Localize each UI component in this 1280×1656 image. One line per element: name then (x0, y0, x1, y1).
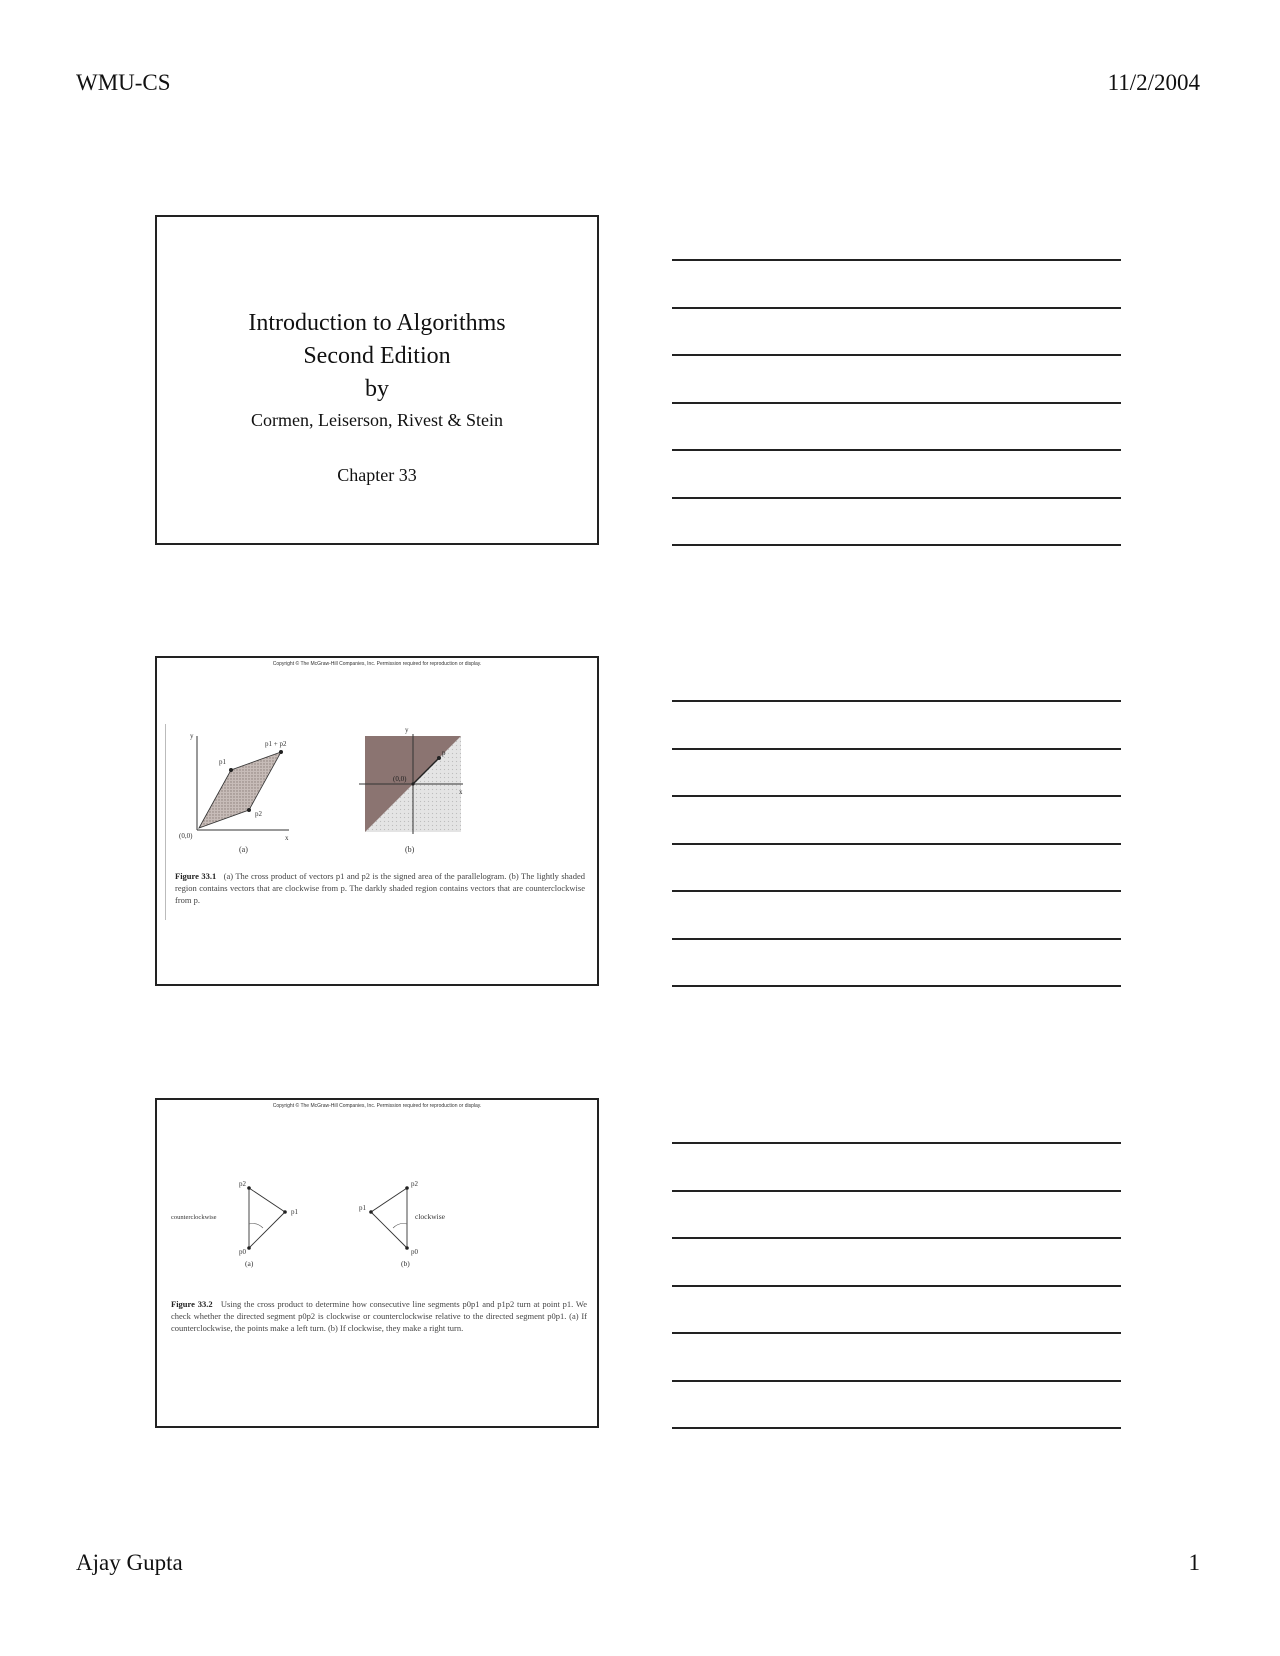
figure-33-1-caption (175, 870, 585, 906)
label-p2: p2 (255, 810, 262, 818)
label-p0: p0 (239, 1248, 246, 1256)
note-line (672, 402, 1121, 404)
b-label-p2: p2 (411, 1180, 418, 1188)
figure-33-2-diagram (167, 1176, 587, 1268)
note-line (672, 449, 1121, 451)
label-p1: p1 (291, 1208, 298, 1216)
note-line (672, 1285, 1121, 1287)
b-label-origin: (0,0) (393, 775, 407, 783)
note-line (672, 1237, 1121, 1239)
label-origin: (0,0) (179, 832, 193, 840)
note-line (672, 748, 1121, 750)
note-line (672, 259, 1121, 261)
b-segment-p1p2 (371, 1188, 407, 1212)
figure-33-2-caption (171, 1298, 587, 1334)
figure-33-1-part-a (179, 732, 289, 854)
note-line (672, 307, 1121, 309)
b-label-y: y (405, 726, 409, 734)
label-clockwise: clockwise (415, 1212, 445, 1221)
note-line (672, 1332, 1121, 1334)
slide-2-margin-rule (165, 724, 166, 920)
header-date: 11/2/2004 (1107, 70, 1200, 95)
figure-33-1-part-b (359, 726, 463, 854)
point-p2 (247, 1186, 251, 1190)
slide-1-title-line: Second Edition (303, 343, 451, 369)
turn-arc (249, 1224, 263, 1229)
point-p0 (247, 1246, 251, 1250)
note-line (672, 1190, 1121, 1192)
point-p2 (247, 808, 251, 812)
slide-1-authors: Cormen, Leiserson, Rivest & Stein (251, 410, 503, 430)
b-label-p0: p0 (411, 1248, 418, 1256)
parallelogram (199, 752, 281, 828)
slide-1-title-block (157, 307, 597, 406)
label-y: y (190, 732, 194, 740)
note-line (672, 544, 1121, 546)
b-point-p1 (369, 1210, 373, 1214)
slide-1-chapter: Chapter 33 (337, 465, 417, 485)
label-p2: p2 (239, 1180, 246, 1188)
segment-p0p1 (249, 1212, 285, 1248)
b-turn-arc (393, 1224, 407, 1229)
slide-1-title-line: by (365, 376, 389, 402)
point-p1 (283, 1210, 287, 1214)
note-line (672, 985, 1121, 987)
note-line (672, 354, 1121, 356)
label-x: x (285, 834, 289, 842)
point-p1 (229, 768, 233, 772)
point-sum (279, 750, 283, 754)
figure-33-1-diagram (167, 724, 587, 854)
figure-33-2-part-b (359, 1180, 446, 1268)
note-line (672, 843, 1121, 845)
slide-2-copyright: Copyright © The McGraw-Hill Companies, Inc. Permission required for reproduction or display. (272, 661, 482, 667)
slide-3-figure-33-2 (155, 1098, 599, 1428)
slide-2-figure-33-1 (155, 656, 599, 986)
label-b: (b) (401, 1259, 410, 1268)
note-line (672, 1142, 1121, 1144)
slide-1-title-line: Introduction to Algorithms (248, 310, 506, 336)
caption-label: Figure 33.1 (175, 871, 217, 881)
note-line (672, 1427, 1121, 1429)
point-p (437, 756, 441, 760)
header-course: WMU-CS (76, 70, 171, 95)
b-label-p: p (442, 749, 446, 757)
b-label-p1: p1 (359, 1204, 366, 1212)
label-p1: p1 (219, 758, 226, 766)
note-line (672, 700, 1121, 702)
label-counterclockwise: counterclockwise (171, 1214, 217, 1221)
label-a: (a) (239, 845, 248, 854)
b-origin-point (411, 782, 414, 785)
label-a: (a) (245, 1259, 254, 1268)
b-segment-p0p1 (371, 1212, 407, 1248)
segment-p1p2 (249, 1188, 285, 1212)
note-line (672, 497, 1121, 499)
footer-author: Ajay Gupta (76, 1550, 183, 1575)
page-number: 1 (1188, 1550, 1200, 1575)
caption-text: Using the cross product to determine how consecutive line segments p0p1 and p1p2 turn at point p1. We check whether the directed segment p0p2 is clockwise or counterclockwise relative to the directed segment p0p1. (a) If counterclockwise, the points make a left turn. (b) If clockwise, they make a right turn. (171, 1299, 587, 1333)
label-sum: p1 + p2 (265, 740, 287, 748)
b-point-p0 (405, 1246, 409, 1250)
b-point-p2 (405, 1186, 409, 1190)
note-line (672, 795, 1121, 797)
slide-1-title (155, 215, 599, 545)
caption-label: Figure 33.2 (171, 1299, 213, 1309)
figure-33-2-part-a (171, 1180, 299, 1268)
caption-text: (a) The cross product of vectors p1 and p2 is the signed area of the parallelogram. (b) The lightly shaded region contains vectors that are clockwise from p. The darkly shaded region contains vectors that are counterclockwise from p. (175, 871, 585, 905)
note-line (672, 938, 1121, 940)
label-b: (b) (405, 845, 415, 854)
b-label-x: x (459, 788, 463, 796)
slide-3-copyright: Copyright © The McGraw-Hill Companies, Inc. Permission required for reproduction or display. (272, 1103, 482, 1109)
note-line (672, 890, 1121, 892)
note-line (672, 1380, 1121, 1382)
